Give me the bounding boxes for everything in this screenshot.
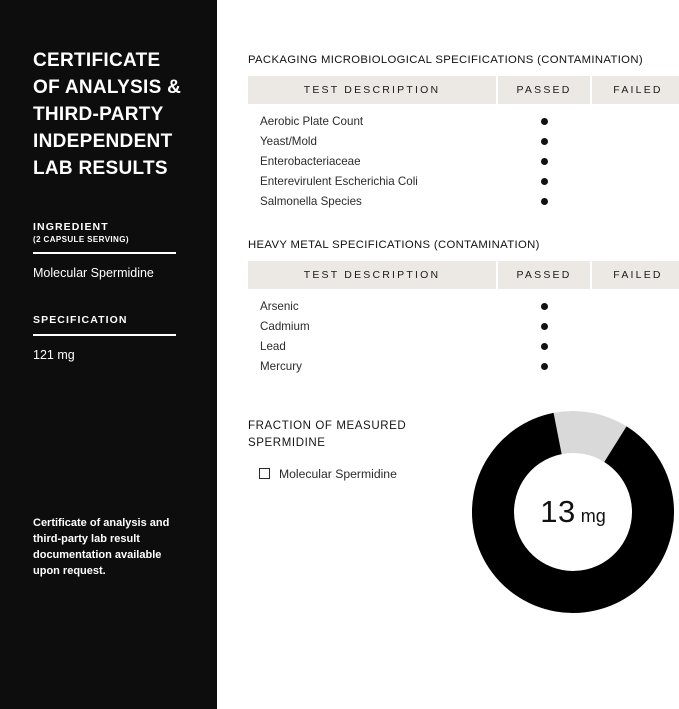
test-description: Enterobacteriaceae (260, 155, 361, 168)
table-header-row (248, 261, 679, 289)
measured-fraction-section (248, 418, 679, 638)
results-panel (217, 0, 679, 709)
test-description: Arsenic (260, 299, 299, 313)
test-description: Mercury (260, 359, 302, 373)
ingredient-block (33, 221, 187, 281)
table-row (248, 172, 679, 192)
table-header-row (248, 76, 679, 104)
failed-cell (591, 289, 679, 317)
test-description: Lead (260, 339, 286, 353)
divider-ingredient (33, 252, 176, 254)
passed-dot-icon (541, 363, 548, 370)
heavy-metal-spec-block (248, 239, 679, 377)
passed-dot-icon (541, 158, 548, 165)
passed-cell (497, 289, 591, 317)
ingredient-label: INGREDIENT (33, 220, 109, 233)
microbiological-spec-title: PACKAGING MICROBIOLOGICAL SPECIFICATIONS (CONTAMINATION) (248, 54, 643, 66)
specification-block (33, 314, 187, 363)
failed-cell (591, 132, 679, 152)
table-row (248, 356, 679, 376)
specification-label: SPECIFICATION (33, 313, 128, 326)
passed-dot-icon (541, 198, 548, 205)
failed-cell (591, 152, 679, 172)
test-description: Salmonella Species (260, 195, 362, 208)
passed-dot-icon (541, 303, 548, 310)
ingredient-serving-note: (2 CAPSULE SERVING) (33, 234, 129, 244)
passed-cell (497, 192, 591, 212)
table-row (248, 316, 679, 336)
donut-center-unit: mg (580, 505, 606, 526)
column-header-description: TEST DESCRIPTION (248, 76, 497, 104)
column-header-failed: FAILED (591, 76, 679, 104)
test-description: Aerobic Plate Count (260, 115, 364, 128)
microbiological-spec-block (248, 54, 679, 212)
table-row (248, 152, 679, 172)
passed-dot-icon (541, 138, 548, 145)
donut-chart (469, 408, 677, 616)
table-row (248, 104, 679, 132)
failed-cell (591, 172, 679, 192)
table-row (248, 192, 679, 212)
column-header-passed: PASSED (497, 261, 591, 289)
footnote-text: Certificate of analysis and third-party lab result documentation available upon request. (33, 517, 170, 578)
column-header-passed: PASSED (497, 76, 591, 104)
table-row (248, 132, 679, 152)
test-description: Enterevirulent Escherichia Coli (260, 175, 418, 188)
legend-swatch-icon (259, 468, 270, 479)
divider-specification (33, 334, 176, 336)
passed-dot-icon (541, 343, 548, 350)
table-row (248, 289, 679, 317)
passed-cell (497, 132, 591, 152)
test-description: Cadmium (260, 319, 310, 333)
passed-cell (497, 152, 591, 172)
passed-dot-icon (541, 118, 548, 125)
specification-value: 121 mg (33, 347, 75, 362)
passed-cell (497, 104, 591, 132)
failed-cell (591, 192, 679, 212)
donut-legend-label: Molecular Spermidine (279, 466, 397, 481)
table-row (248, 336, 679, 356)
passed-dot-icon (541, 323, 548, 330)
failed-cell (591, 356, 679, 376)
microbiological-spec-table (248, 76, 679, 212)
passed-cell (497, 336, 591, 356)
failed-cell (591, 336, 679, 356)
passed-cell (497, 172, 591, 192)
passed-cell (497, 356, 591, 376)
passed-dot-icon (541, 178, 548, 185)
heavy-metal-spec-table (248, 261, 679, 377)
ingredient-value: Molecular Spermidine (33, 265, 154, 280)
heavy-metal-spec-title: HEAVY METAL SPECIFICATIONS (CONTAMINATION) (248, 238, 540, 251)
failed-cell (591, 316, 679, 336)
left-info-panel (0, 0, 217, 709)
column-header-failed: FAILED (591, 261, 679, 289)
test-description: Yeast/Mold (260, 135, 317, 148)
page-title: CERTIFICATE OF ANALYSIS & THIRD-PARTY INDEPENDENT LAB RESULTS (33, 50, 182, 179)
failed-cell (591, 104, 679, 132)
passed-cell (497, 316, 591, 336)
column-header-description: TEST DESCRIPTION (248, 261, 497, 289)
donut-center-label (469, 408, 677, 616)
donut-chart-title: FRACTION OF MEASURED SPERMIDINE (248, 420, 407, 450)
donut-center-value: 13 (540, 494, 576, 529)
